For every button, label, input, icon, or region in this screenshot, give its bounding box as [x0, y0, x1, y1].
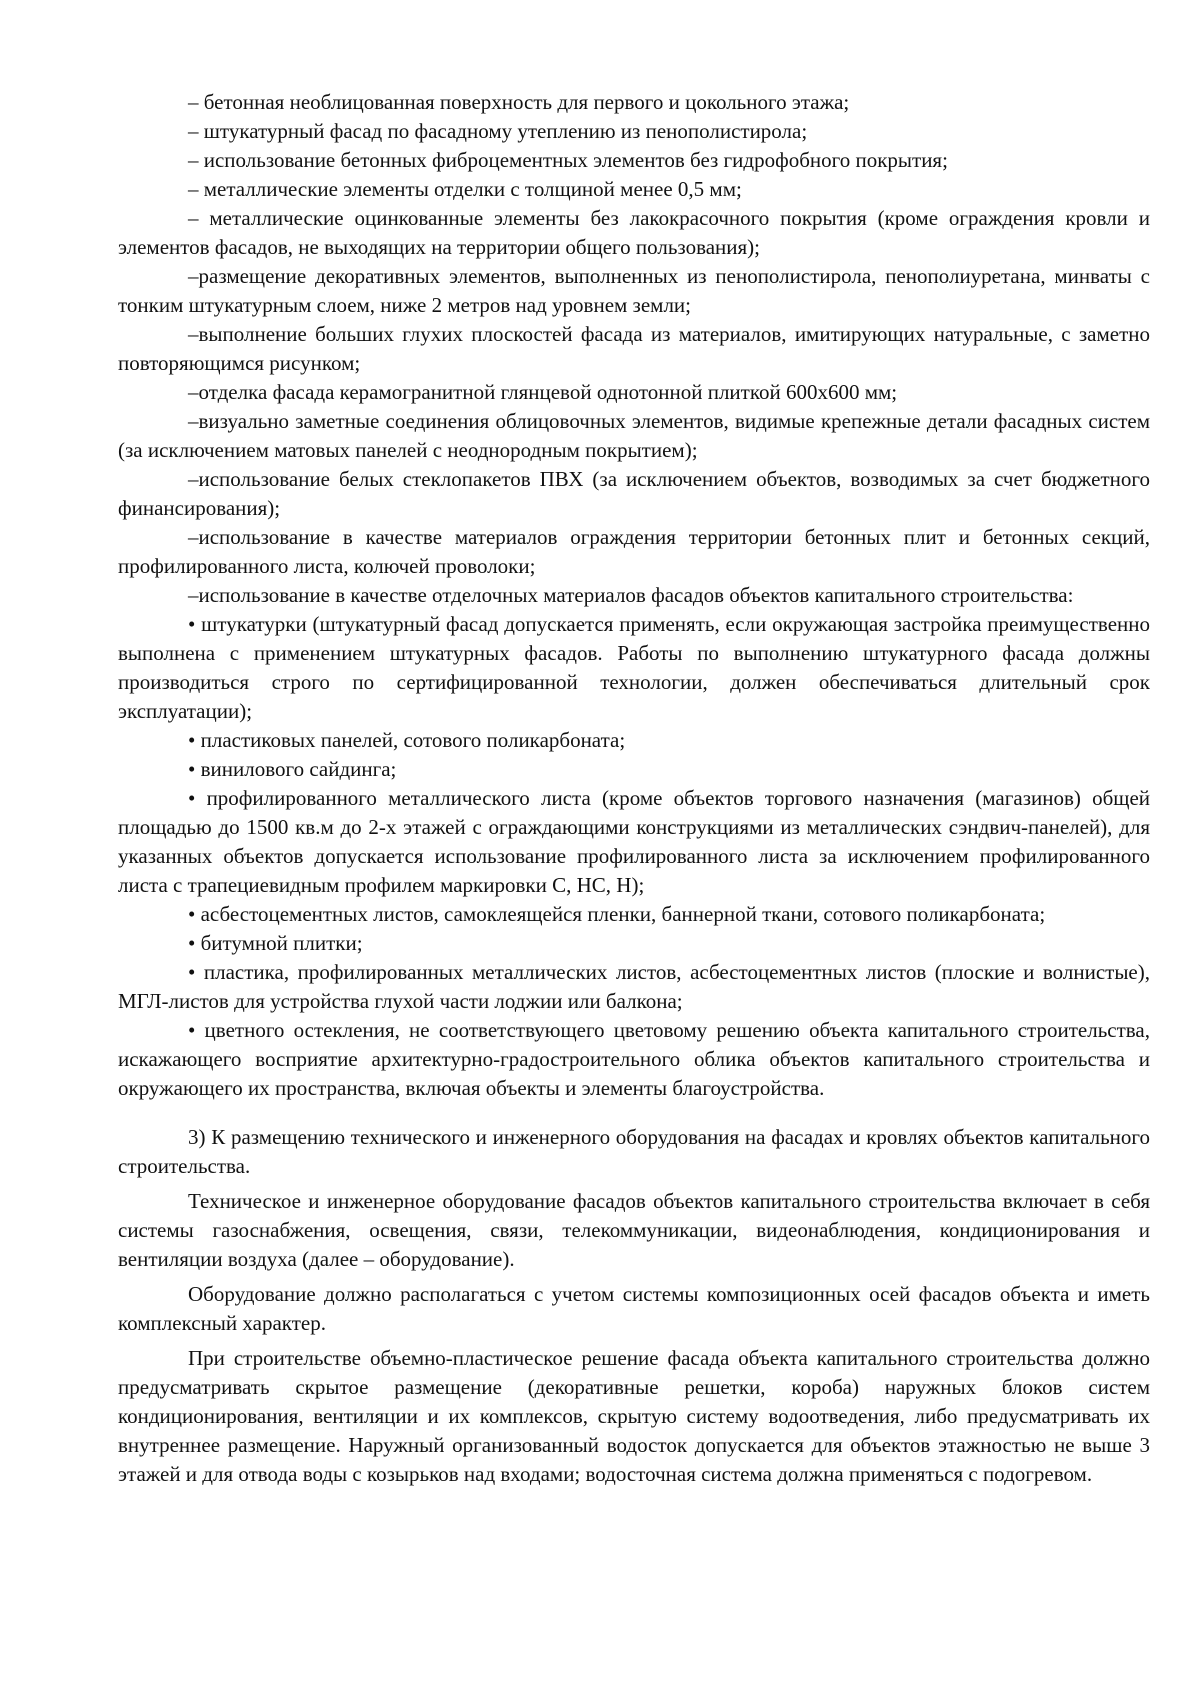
bullet-item-profiled-sheet: • профилированного металлического листа (кроме объектов торгового назначения (магазинов) общей площадью до 1500 кв.м до 2-х этажей с ограждающими конструкциями из металлических сэндвич-панелей), для указанных объектов допускается использование профилированного листа за исключением профилированного листа с трапециевидным профилем маркировки С, НС, Н);	[118, 786, 1150, 897]
bullet-item-plaster: • штукатурки (штукатурный фасад допускается применять, если окружающая застройка преимущественно выполнена с применением штукатурных фасадов. Работы по выполнению штукатурного фасада должны производиться строго по сертифицированной технологии, должен обеспечиваться длительный срок эксплуатации);	[118, 612, 1150, 723]
bullet-item-asbestos-sheets: • асбестоцементных листов, самоклеящейся пленки, баннерной ткани, сотового поликарбоната;	[188, 902, 1046, 926]
list-item-galvanized: – металлические оцинкованные элементы без лакокрасочного покрытия (кроме ограждения кровли и элементов фасадов, не выходящих на территории общего пользования);	[118, 206, 1150, 259]
bullet-item-plastic-panels: • пластиковых панелей, сотового поликарбоната;	[188, 728, 626, 752]
document-body	[118, 88, 1150, 1489]
paragraph-equipment-definition: Техническое и инженерное оборудование фасадов объектов капитального строительства включает в себя системы газоснабжения, освещения, связи, телекоммуникации, видеонаблюдения, кондиционирования и вентиляции воздуха (далее – оборудование).	[118, 1189, 1150, 1271]
list-item-fiber-cement: – использование бетонных фиброцементных элементов без гидрофобного покрытия;	[188, 148, 948, 172]
list-item-blank-planes: –выполнение больших глухих плоскостей фасада из материалов, имитирующих натуральные, с заметно повторяющимся рисунком;	[118, 322, 1150, 375]
bullet-item-bitumen-tile: • битумной плитки;	[188, 931, 363, 955]
bullet-item-loggia-materials: • пластика, профилированных металлических листов, асбестоцементных листов (плоские и волнистые), МГЛ-листов для устройства глухой части лоджии или балкона;	[118, 960, 1150, 1013]
paragraph-hidden-placement: При строительстве объемно-пластическое решение фасада объекта капитального строительства должно предусматривать скрытое размещение (декоративные решетки, короба) наружных блоков систем кондиционирования, вентиляции и их комплексов, скрытую систему водоотведения, либо предусматривать их внутреннее размещение. Наружный организованный водосток допускается для объектов этажностью не выше 3 этажей и для отвода воды с козырьков над входами; водосточная система должна применяться с подогревом.	[118, 1346, 1150, 1486]
paragraph-equipment-placement: Оборудование должно располагаться с учетом системы композиционных осей фасадов объекта и иметь комплексный характер.	[118, 1282, 1150, 1335]
list-item-concrete-surface: – бетонная необлицованная поверхность для первого и цокольного этажа;	[188, 90, 850, 114]
list-item-plaster-facade: – штукатурный фасад по фасадному утеплению из пенополистирола;	[188, 119, 808, 143]
list-item-finishing-materials: –использование в качестве отделочных материалов фасадов объектов капитального строительства:	[188, 583, 1074, 607]
list-item-metal-thickness: – металлические элементы отделки с толщиной менее 0,5 мм;	[188, 177, 742, 201]
list-item-decorative-elements: –размещение декоративных элементов, выполненных из пенополистирола, пенополиуретана, минваты с тонким штукатурным слоем, ниже 2 метров над уровнем земли;	[118, 264, 1150, 317]
list-item-pvc-windows: –использование белых стеклопакетов ПВХ (за исключением объектов, возводимых за счет бюджетного финансирования);	[118, 467, 1150, 520]
bullet-item-colored-glazing: • цветного остекления, не соответствующего цветовому решению объекта капитального строительства, искажающего восприятие архитектурно-градостроительного облика объектов капитального строительства и окружающего их пространства, включая объекты и элементы благоустройства.	[118, 1018, 1150, 1100]
list-item-porcelain-tile: –отделка фасада керамогранитной глянцевой однотонной плиткой 600х600 мм;	[188, 380, 898, 404]
section-heading-equipment: 3) К размещению технического и инженерного оборудования на фасадах и кровлях объектов капитального строительства.	[118, 1125, 1150, 1178]
list-item-fencing: –использование в качестве материалов ограждения территории бетонных плит и бетонных секций, профилированного листа, колючей проволоки;	[118, 525, 1150, 578]
bullet-item-vinyl-siding: • винилового сайдинга;	[188, 757, 397, 781]
list-item-visible-joints: –визуально заметные соединения облицовочных элементов, видимые крепежные детали фасадных систем (за исключением матовых панелей с неоднородным покрытием);	[118, 409, 1150, 462]
